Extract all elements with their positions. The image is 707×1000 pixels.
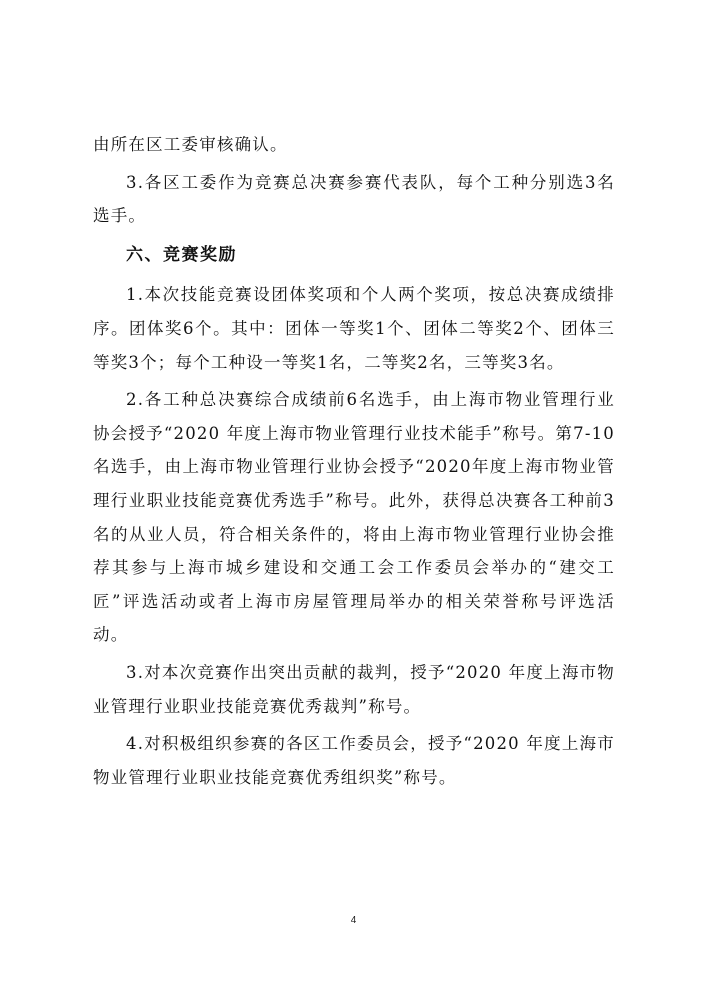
paragraph-continuation: 由所在区工委审核确认。 [93,135,288,154]
paragraph-item-2-titles: 2.各工种总决赛综合成绩前6名选手，由上海市物业管理行业协会授予“2020 年度上海市物业管理行业技术能手”称号。第7-10名选手，由上海市物业管理行业协会授予“2020年度上海市物业管理行业职业技能竞赛优秀选手”称号。此外，获得总决赛各工种前3名的从业人员，符合相关条件的，将由上海市物业管理行业协会推荐其参与上海市城乡建设和交通工会工作委员会举办的“建交工匠”评选活动或者上海市房屋管理局举办的相关荣誉称号评选活动。 [93,390,615,645]
paragraph-item-3-team-selection: 3.各区工委作为竞赛总决赛参赛代表队，每个工种分别选3名选手。 [93,172,615,226]
paragraph-item-1-awards: 1.本次技能竞赛设团体奖项和个人两个奖项，按总决赛成绩排序。团体奖6个。其中：团体一等奖1个、团体二等奖2个、团体三等奖3个；每个工种设一等奖1名，二等奖2名，三等奖3名。 [93,285,615,372]
section-heading-awards: 六、竞赛奖励 [126,244,237,265]
document-body [93,128,615,798]
page-number: 4 [350,915,357,926]
paragraph-item-3-referees: 3.对本次竞赛作出突出贡献的裁判，授予“2020 年度上海市物业管理行业职业技能竞赛优秀裁判”称号。 [93,662,615,716]
paragraph-item-4-organization: 4.对积极组织参赛的各区工作委员会，授予“2020 年度上海市物业管理行业职业技能竞赛优秀组织奖”称号。 [93,734,615,787]
